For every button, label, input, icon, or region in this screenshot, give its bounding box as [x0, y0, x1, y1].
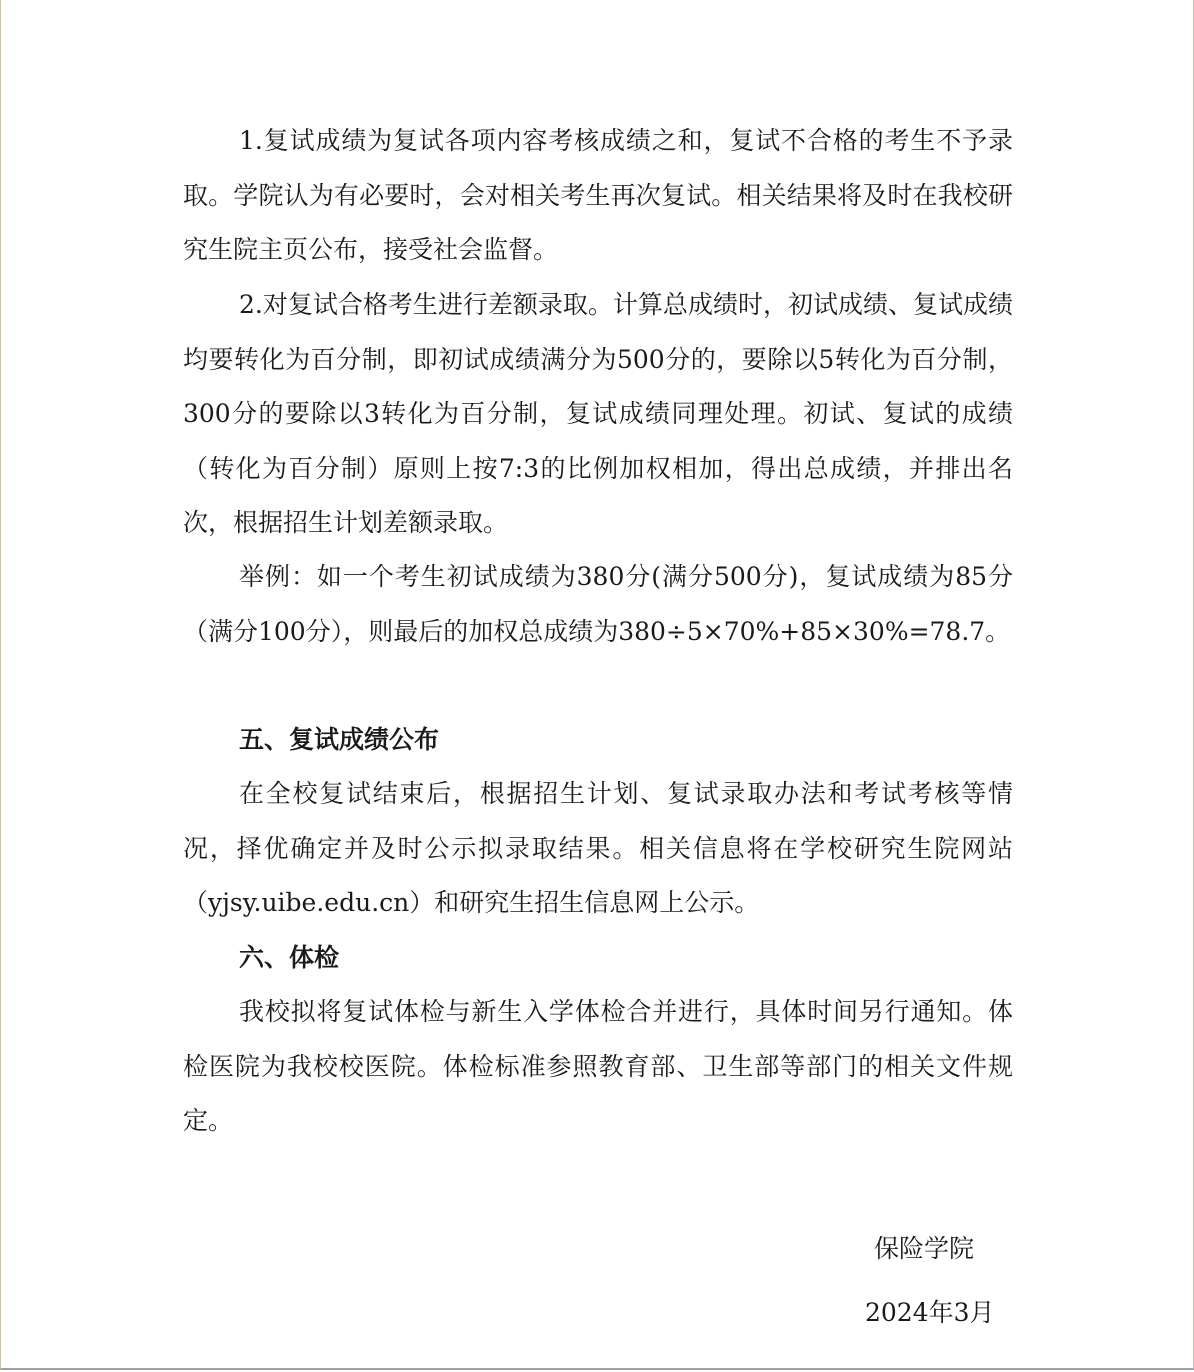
paragraph-physical-exam: 我校拟将复试体检与新生入学体检合并进行，具体时间另行通知。体检医院为我校校医院。体检标准参照教育部、卫生部等部门的相关文件规定。 — [183, 997, 1013, 1135]
heading-section-5: 五、复试成绩公布 — [239, 725, 440, 754]
paragraph-results-publication: 在全校复试结束后，根据招生计划、复试录取办法和考试考核等情况，择优确定并及时公示拟录取结果。相关信息将在学校研究生院网站（yjsy.uibe.edu.cn）和研究生招生信息网上公示。 — [183, 779, 1013, 917]
paragraph-retest-score: 1.复试成绩为复试各项内容考核成绩之和，复试不合格的考生不予录取。学院认为有必要时，会对相关考生再次复试。相关结果将及时在我校研究生院主页公布，接受社会监督。 — [183, 126, 1013, 264]
paragraph-admission-calculation: 2.对复试合格考生进行差额录取。计算总成绩时，初试成绩、复试成绩均要转化为百分制，即初试成绩满分为500分的，要除以5转化为百分制，300分的要除以3转化为百分制，复试成绩同理处理。初试、复试的成绩（转化为百分制）原则上按7:3的比例加权相加，得出总成绩，并排出名次，根据招生计划差额录取。 — [183, 290, 1013, 537]
signature-organization: 保险学院 — [874, 1234, 975, 1263]
heading-section-6: 六、体检 — [239, 943, 340, 972]
signature-date: 2024年3月 — [865, 1298, 995, 1327]
paragraph-example: 举例：如一个考生初试成绩为380分(满分500分)，复试成绩为85分（满分100分），则最后的加权总成绩为380÷5×70%+85×30%=78.7。 — [183, 562, 1013, 646]
